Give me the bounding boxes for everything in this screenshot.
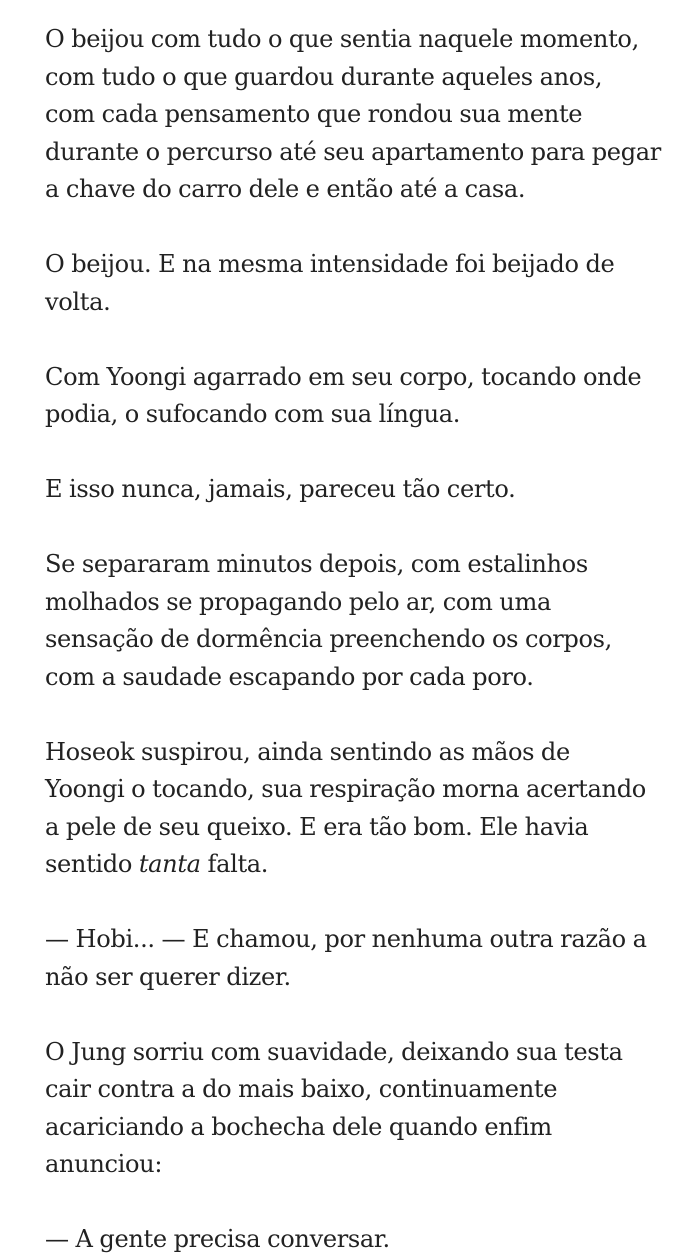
text-line: Yoongi o tocando, sua respiração morna acertando	[45, 775, 646, 803]
paragraph-8	[45, 1034, 670, 1184]
text-line: Se separaram minutos depois, com estalinhos	[45, 550, 588, 578]
text-line: não ser querer dizer.	[45, 962, 291, 991]
text-line: com tudo o que guardou durante aqueles anos,	[45, 62, 603, 91]
text-line: Com Yoongi agarrado em seu corpo, tocando onde	[45, 362, 642, 391]
text-line: a chave do carro dele e então até a casa.	[45, 175, 526, 203]
text-line: O Jung sorriu com suavidade, deixando sua testa	[45, 1037, 623, 1066]
text-line: durante o percurso até seu apartamento para pegar	[45, 137, 661, 166]
text-line: — A gente precisa conversar.	[45, 1225, 390, 1253]
paragraph-5	[45, 546, 670, 696]
paragraph-7	[45, 921, 670, 996]
text-line: E isso nunca, jamais, pareceu tão certo.	[45, 475, 516, 503]
text-line	[45, 846, 670, 884]
story-text	[45, 21, 670, 1259]
text-line: com a saudade escapando por cada poro.	[45, 662, 534, 691]
text-line: molhados se propagando pelo ar, com uma	[45, 587, 551, 616]
text-line: Hoseok suspirou, ainda sentindo as mãos de	[45, 737, 570, 766]
text-line: sensação de dormência preenchendo os corpos,	[45, 625, 612, 653]
paragraph-6	[45, 734, 670, 884]
text-line: — Hobi... — E chamou, por nenhuma outra razão a	[45, 925, 647, 953]
paragraph-2	[45, 246, 670, 321]
text-line: com cada pensamento que rondou sua mente	[45, 100, 583, 128]
text-line: cair contra a do mais baixo, continuamente	[45, 1075, 558, 1103]
emphasized-word: tanta	[138, 850, 201, 878]
text-line: acariciando a bochecha dele quando enfim	[45, 1112, 552, 1141]
text-line: podia, o sufocando com sua língua.	[45, 400, 461, 428]
text-line: volta.	[45, 287, 111, 316]
paragraph-9	[45, 1221, 670, 1259]
paragraph-1	[45, 21, 670, 209]
paragraph-3	[45, 359, 670, 434]
text-line: a pele de seu queixo. E era tão bom. Ele havia	[45, 812, 589, 841]
text-fragment: sentido	[45, 850, 139, 878]
text-line: O beijou. E na mesma intensidade foi beijado de	[45, 250, 615, 278]
paragraph-4	[45, 471, 670, 509]
text-line: anunciou:	[45, 1150, 163, 1178]
text-fragment: falta.	[200, 850, 269, 878]
text-line: O beijou com tudo o que sentia naquele momento,	[45, 25, 639, 53]
